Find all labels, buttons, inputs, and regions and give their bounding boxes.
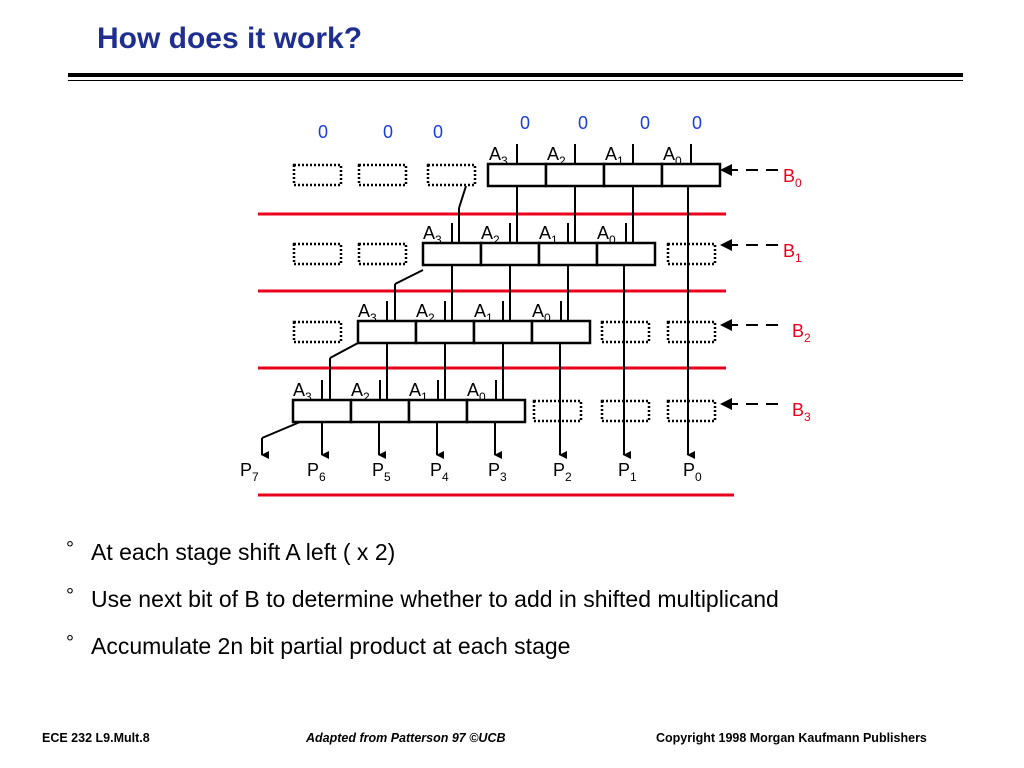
placeholder-cell: [359, 244, 406, 264]
b-arrowhead: [720, 239, 732, 251]
product-bit-label: $P_3$: [488, 460, 507, 484]
placeholder-cell: [668, 244, 715, 264]
multiplier-bit-label: $B_0$: [783, 166, 802, 190]
b-arrowhead: [720, 319, 732, 331]
placeholder-cell: [294, 322, 341, 342]
adder-cell: [539, 243, 597, 265]
adder-cell: [546, 164, 604, 186]
product-bit-label: $P_6$: [307, 460, 326, 484]
multiplier-bit-label: $B_1$: [783, 241, 802, 265]
b-arrowhead: [720, 398, 732, 410]
adder-cell: [481, 243, 539, 265]
placeholder-cell: [359, 165, 406, 185]
zero-input-label: 0: [383, 122, 394, 142]
carry-wire: [395, 270, 423, 284]
multiplier-bit-label: $B_2$: [792, 321, 811, 345]
bullet-marker: °: [66, 585, 74, 607]
placeholder-cell: [668, 322, 715, 342]
multiplicand-bit-label: $A_1$: [539, 223, 558, 247]
adder-cell: [488, 164, 546, 186]
adder-cell: [293, 400, 351, 422]
placeholder-cell: [428, 165, 475, 185]
placeholder-cell: [534, 401, 581, 421]
bullet-item: [66, 532, 779, 579]
multiplicand-bit-label: $A_2$: [547, 144, 566, 168]
bullet-text: Accumulate 2n bit partial product at each stage: [91, 633, 571, 659]
placeholder-cell: [294, 244, 341, 264]
product-bit-label: $P_5$: [372, 460, 391, 484]
footer-right: Copyright 1998 Morgan Kaufmann Publishers: [656, 731, 927, 745]
bullet-text: Use next bit of B to determine whether to add in shifted multiplicand: [91, 586, 779, 612]
multiplicand-bit-label: $A_0$: [663, 144, 682, 168]
multiplicand-bit-label: $A_2$: [351, 380, 370, 404]
placeholder-cell: [602, 401, 649, 421]
zero-input-label: 0: [433, 122, 444, 142]
placeholder-cell: [668, 401, 715, 421]
adder-cell: [662, 164, 720, 186]
product-bit-label: $P_4$: [430, 460, 449, 484]
adder-cell: [358, 321, 416, 343]
multiplicand-bit-label: $A_0$: [467, 380, 486, 404]
multiplicand-bit-label: $A_1$: [474, 301, 493, 325]
multiplicand-bit-label: $A_0$: [597, 223, 616, 247]
bullet-item: [66, 626, 779, 673]
b-arrowhead: [720, 164, 732, 176]
zero-input-label: 0: [692, 113, 703, 133]
slide-title: How does it work?: [97, 22, 363, 55]
placeholder-cell: [602, 322, 649, 342]
multiplicand-bit-label: $A_1$: [409, 380, 428, 404]
adder-cell: [409, 400, 467, 422]
adder-cell: [423, 243, 481, 265]
adder-cell: [604, 164, 662, 186]
adder-cell: [474, 321, 532, 343]
adder-cell: [416, 321, 474, 343]
carry-wire: [262, 422, 300, 438]
zero-input-label: 0: [520, 113, 531, 133]
carry-wire: [330, 343, 358, 358]
adder-cell: [597, 243, 655, 265]
zero-input-label: 0: [640, 113, 651, 133]
multiplicand-bit-label: $A_3$: [358, 301, 377, 325]
product-bit-label: $P_0$: [683, 460, 702, 484]
bullet-marker: °: [66, 632, 74, 654]
multiplier-bit-label: $B_3$: [792, 400, 811, 424]
footer-left: ECE 232 L9.Mult.8: [42, 731, 150, 745]
zero-input-label: 0: [578, 113, 589, 133]
multiplicand-bit-label: $A_3$: [489, 144, 508, 168]
product-bit-label: $P_2$: [553, 460, 572, 484]
multiplicand-bit-label: $A_0$: [532, 301, 551, 325]
placeholder-cell: [294, 165, 341, 185]
bullet-text: At each stage shift A left ( x 2): [91, 539, 396, 565]
product-bit-label: $P_1$: [618, 460, 637, 484]
bullet-item: [66, 579, 779, 626]
multiplicand-bit-label: $A_3$: [423, 223, 442, 247]
multiplicand-bit-label: $A_2$: [416, 301, 435, 325]
bullet-list: [66, 532, 779, 673]
multiplicand-bit-label: $A_1$: [605, 144, 624, 168]
adder-cell: [532, 321, 590, 343]
carry-wire: [459, 186, 466, 208]
product-bit-label: $P_7$: [240, 460, 259, 484]
footer-center: Adapted from Patterson 97 ©UCB: [306, 731, 506, 745]
adder-cell: [351, 400, 409, 422]
bullet-marker: °: [66, 538, 74, 560]
zero-input-label: 0: [318, 122, 329, 142]
adder-cell: [467, 400, 525, 422]
multiplicand-bit-label: $A_2$: [481, 223, 500, 247]
multiplicand-bit-label: $A_3$: [293, 380, 312, 404]
